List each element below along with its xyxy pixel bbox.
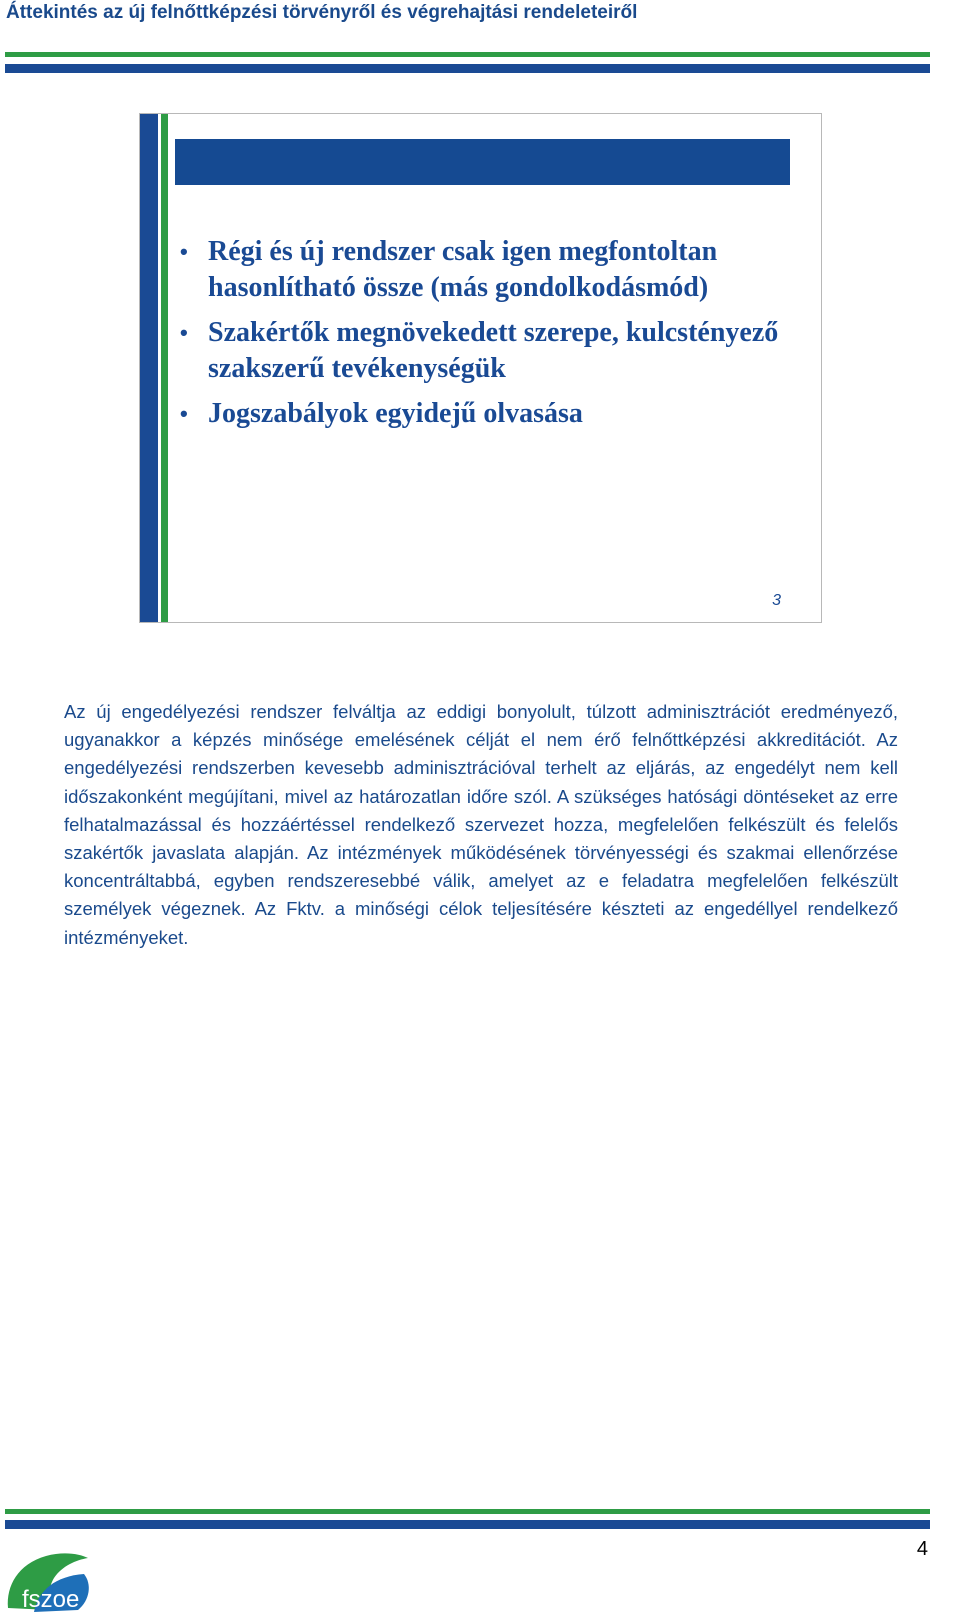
slide-bullet-item — [176, 234, 796, 306]
header-blue-rule — [5, 64, 930, 73]
footer-blue-rule — [5, 1520, 930, 1529]
bullet-icon: • — [180, 320, 188, 345]
fszoe-logo-icon — [4, 1548, 92, 1614]
footer-green-rule — [5, 1509, 930, 1514]
page-number: 4 — [916, 1538, 928, 1560]
slide-bullet-text: Szakértők megnövekedett szerepe, kulcstényező szakszerű tevékenységük — [208, 317, 779, 384]
bullet-icon: • — [180, 401, 188, 426]
slide-bullet-item — [176, 315, 796, 387]
slide-bullet-text: Régi és új rendszer csak igen megfontoltan hasonlítható össze (más gondolkodásmód) — [208, 236, 718, 303]
slide-bullet-item — [176, 396, 796, 432]
slide-title-bar — [175, 139, 790, 185]
body-paragraph: Az új engedélyezési rendszer felváltja az eddigi bonyolult, túlzott adminisztrációt eredményező, ugyanakkor a képzés minősége emelésének célját el nem érő felnőttképzési akkreditációt. Az engedélyezési rendszerben kevesebb adminisztrációval terhelt az eljárás, az engedélyt nem kell időszakonként megújítani, mivel az határozatlan időre szól. A szükséges hatósági döntéseket az erre felhatalmazással és hozzáértéssel rendelkező szervezet hozza, megfelelően felkészült és felelős szakértők javaslata alapján. Az intézmények működésének törvényességi és szakmai ellenőrzése koncentráltabbá, egyben rendszeresebbé válik, amelyet az e feladatra megfelelően felkészült személyek végeznek. Az Fktv. a minőségi célok teljesítésére készteti az engedéllyel rendelkező intézményeket. — [64, 701, 898, 948]
document-title: Áttekintés az új felnőttképzési törvényről és végrehajtási rendeleteiről — [6, 2, 638, 23]
header-green-rule — [5, 52, 930, 57]
slide-bullet-text: Jogszabályok egyidejű olvasása — [208, 398, 583, 429]
bullet-icon: • — [180, 239, 188, 264]
slide-bullet-list — [176, 234, 796, 441]
slide-blue-side-bar — [140, 114, 158, 622]
slide-number: 3 — [772, 592, 781, 609]
logo-text: fszoe — [22, 1586, 80, 1613]
slide-green-side-bar — [161, 114, 168, 622]
slide-thumbnail — [139, 113, 822, 623]
